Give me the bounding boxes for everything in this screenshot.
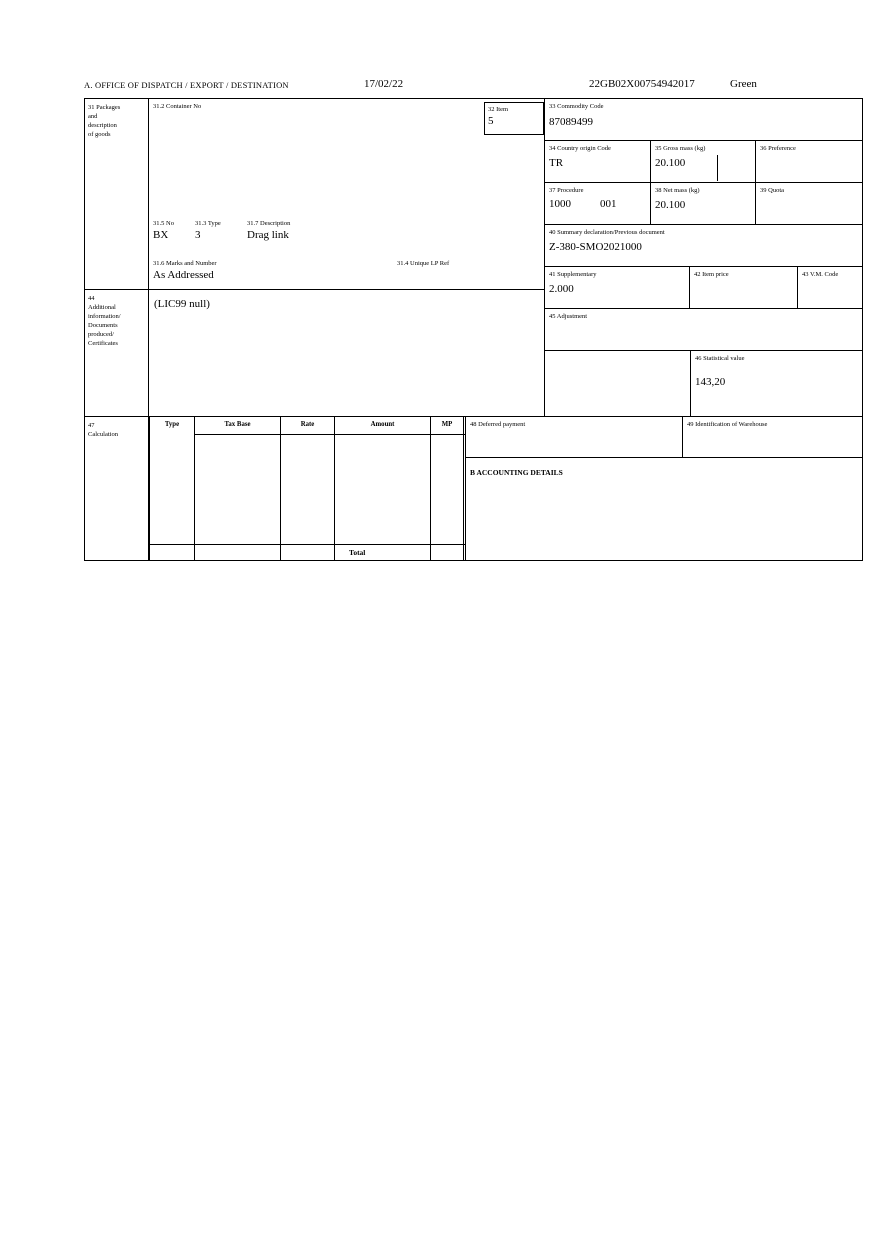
- calc-header-rate: Rate: [300, 421, 315, 428]
- route-status: Green: [730, 78, 757, 90]
- box-37-value-1: 1000: [549, 198, 571, 210]
- box-47-label: [85, 416, 149, 560]
- box-31-label-line3: description: [88, 122, 117, 129]
- box-44-label-line3: information/: [88, 313, 121, 320]
- calc-column-rate: [280, 417, 334, 561]
- box-40-label: 40 Summary declaration/Previous document: [549, 229, 665, 236]
- box-44-additional-information: [149, 289, 544, 416]
- box-44-label-line1: 44: [88, 295, 95, 302]
- box-32-label: 32 Item: [488, 106, 509, 113]
- box-31-5-value: BX: [153, 229, 169, 241]
- declaration-body: [84, 98, 863, 561]
- box-41-label: 41 Supplementary: [549, 271, 597, 278]
- calc-header-amount: Amount: [370, 421, 395, 428]
- box-37-label: 37 Procedure: [549, 187, 584, 194]
- box-35-label: 35 Gross mass (kg): [655, 145, 706, 152]
- box-44-label-line6: Certificates: [88, 340, 118, 347]
- box-40-summary-declaration: [545, 225, 863, 267]
- box-47-label-line2: Calculation: [88, 431, 118, 438]
- box-49-identification-of-warehouse: [682, 416, 862, 458]
- box-38-net-mass: [651, 183, 756, 225]
- box-31-label-line1: 31 Packages: [88, 104, 121, 111]
- box-44-label-line5: produced/: [88, 331, 114, 338]
- box-47-calculation-table: [149, 416, 465, 560]
- box-34-country-origin-code: [545, 141, 651, 183]
- box-31-5-label: 31.5 No: [153, 220, 174, 227]
- box-33-label: 33 Commodity Code: [549, 103, 604, 110]
- box-39-quota: [756, 183, 863, 225]
- movement-reference-number: 22GB02X00754942017: [589, 78, 695, 90]
- box-38-label: 38 Net mass (kg): [655, 187, 700, 194]
- box-44-value: (LIC99 null): [154, 298, 210, 310]
- calc-column-type: [149, 417, 194, 561]
- box-31-7-label: 31.7 Description: [247, 220, 291, 227]
- box-35-divider: [717, 155, 718, 181]
- box-31-3-value: 3: [195, 229, 201, 241]
- box-44-label: [85, 289, 149, 416]
- box-35-value: 20.100: [655, 157, 686, 169]
- box-31-label-line4: of goods: [88, 131, 111, 138]
- box-43-vm-code: [798, 267, 863, 309]
- calc-total-label: Total: [349, 548, 366, 557]
- box-31-7-value: Drag link: [247, 229, 289, 241]
- box-49-label: 49 Identification of Warehouse: [687, 421, 768, 428]
- box-44-label-line2: Additional: [88, 304, 116, 311]
- calc-column-mp: [430, 417, 464, 561]
- box-39-label: 39 Quota: [760, 187, 785, 194]
- box-44-label-line4: Documents: [88, 322, 118, 329]
- box-35-gross-mass: [651, 141, 756, 183]
- box-48-label: 48 Deferred payment: [470, 421, 526, 428]
- calc-column-tax-base: [194, 417, 280, 561]
- box-31-6-value: As Addressed: [153, 269, 214, 281]
- box-42-label: 42 Item price: [694, 271, 729, 278]
- box-32-value: 5: [488, 115, 494, 127]
- box-38-value: 20.100: [655, 199, 686, 211]
- box-34-label: 34 Country origin Code: [549, 145, 611, 152]
- box-41-supplementary: [545, 267, 690, 309]
- calc-header-rule: [194, 434, 465, 435]
- box-31-2-label: 31.2 Container No: [153, 103, 202, 110]
- box-45-46-dotted-divider: [544, 351, 545, 416]
- box-33-commodity-code: [545, 99, 863, 141]
- box-31-3-label: 31.3 Type: [195, 220, 221, 227]
- calc-total-row: [149, 544, 465, 562]
- box-37-procedure: [545, 183, 651, 225]
- header: [84, 80, 864, 94]
- calc-header-mp: MP: [441, 421, 453, 428]
- box-34-value: TR: [549, 157, 564, 169]
- box-47-label-line1: 47: [88, 422, 95, 429]
- box-36-preference: [756, 141, 863, 183]
- box-46-statistical-value: [690, 351, 863, 416]
- box-33-value: 87089499: [549, 116, 593, 128]
- box-43-label: 43 V.M. Code: [802, 271, 839, 278]
- calc-column-amount: [334, 417, 430, 561]
- box-31-6-label: 31.6 Marks and Number: [153, 260, 217, 267]
- box-31-label-line2: and: [88, 113, 98, 120]
- box-41-value: 2.000: [549, 283, 574, 295]
- box-45-adjustment: [545, 309, 863, 351]
- calc-header-tax-base: Tax Base: [224, 421, 251, 428]
- box-32-item: [484, 102, 544, 135]
- box-31-label: [85, 99, 149, 289]
- office-of-dispatch-label: A. OFFICE OF DISPATCH / EXPORT / DESTINATION: [84, 80, 289, 90]
- right-column-group: [544, 99, 862, 416]
- calc-header-type: Type: [164, 421, 180, 428]
- box-45-label: 45 Adjustment: [549, 313, 588, 320]
- box-b-label: B ACCOUNTING DETAILS: [470, 468, 563, 477]
- box-37-value-2: 001: [600, 198, 617, 210]
- box-31-4-label: 31.4 Unique LP Ref: [397, 260, 450, 267]
- box-b-accounting-details: [465, 458, 862, 560]
- box-46-label: 46 Statistical value: [695, 355, 745, 362]
- declaration-date: 17/02/22: [364, 78, 404, 90]
- box-48-deferred-payment: [465, 416, 682, 458]
- box-46-value: 143,20: [695, 376, 726, 388]
- box-40-value: Z-380-SMO2021000: [549, 241, 642, 253]
- box-36-label: 36 Preference: [760, 145, 796, 152]
- box-42-item-price: [690, 267, 798, 309]
